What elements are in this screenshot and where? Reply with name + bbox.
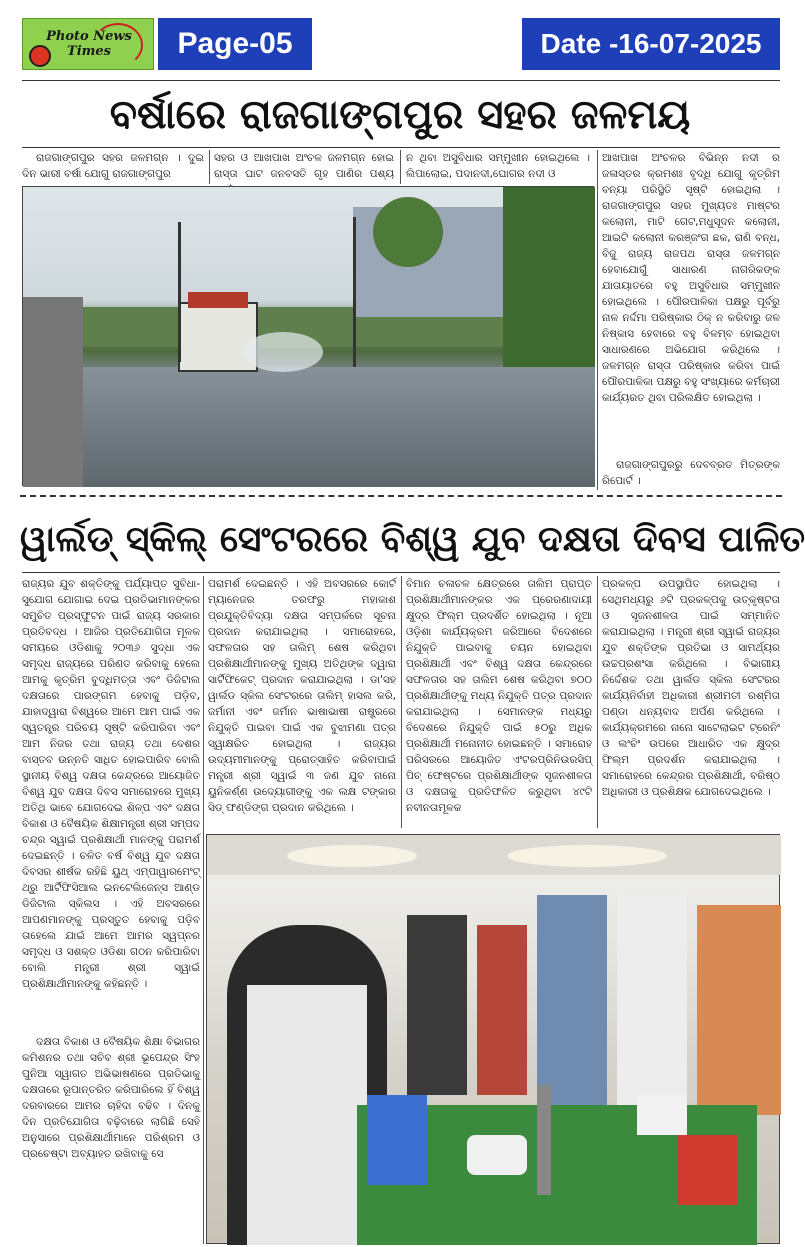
masthead bbox=[22, 18, 780, 70]
logo-text: Photo News Times bbox=[46, 29, 132, 59]
article2-col1-continued: ଦକ୍ଷତା ବିକାଶ ଓ ବୈଷୟିକ ଶିକ୍ଷା ବିଭାଗର କମିଶନର ତଥା ସଚିବ ଶ୍ରୀ ଭୂପେନ୍ଦ୍ର ସିଂହ ପୁନିଆ ସ୍ୱାଗତ ଅଭିଭାଷଣରେ ପ୍ରତିଭାକୁ ଦକ୍ଷତାରେ ରୂପାନ୍ତରିତ କରିପାରିଲେ ହିଁ ବିଶ୍ୱ ଦରବାରରେ ଆମର ଚାହିଦା ବଢିବ । ଦିନକୁ ଦିନ ପ୍ରତିଯୋଗିତା ବଢ଼ିବାରେ ଲାଗିଛି ସେହି ଅନୁସାରେ ପ୍ରଶିକ୍ଷାର୍ଥୀମାନେ ପରିଶ୍ରମ ଓ ପ୍ରଚେଷ୍ଟା ଅବ୍ୟାହତ ରଖିବାକୁ ସେ bbox=[22, 1036, 200, 1160]
top-rule bbox=[22, 80, 780, 81]
column-divider bbox=[203, 576, 204, 1244]
article1-headline: ବର୍ଷାରେ ରାଜଗାଙ୍ଗପୁର ସହର ଜଳମୟ bbox=[109, 92, 691, 138]
headline1-rule bbox=[22, 147, 780, 148]
article2-col4: ପ୍ରକଳ୍ପ ଉପସ୍ଥାପିତ ହୋଇଥିଲା । ସେଥିମଧ୍ୟରୁ ୬ଟି ପ୍ରକଳ୍ପକୁ ଉତ୍କୃଷ୍ଟତା ଓ ସୃଜନଶୀଳତା ପାଇଁ ସମ୍ମାନିତ କରାଯାଇଥିଲା । ମନ୍ତ୍ରୀ ଶ୍ରୀ ସ୍ୱାଇଁ ରାଜ୍ୟର ଯୁବ ଶକ୍ତିଙ୍କ ପ୍ରତିଭା ଓ ସାମର୍ଥ୍ୟର ଉଚ୍ଚପ୍ରଶଂସା କରିଥିଲେ । ବିଭାଗୀୟ ନିର୍ଦ୍ଦେଶକ ତଥା ୱାର୍ଲଡ ସ୍କିଲ ସେଂଟରର କାର୍ଯ୍ୟନିର୍ବାହୀ ଅଧିକାରୀ ଶ୍ରୀମତୀ ରଶ୍ମିତା ପଣ୍ଡା ଧନ୍ୟବାଦ ଅର୍ପଣ କରିଥିଲେ । କାର୍ଯ୍ୟକ୍ରମରେ ନାନୋ ସାଟେଲାଇଟ ଟ୍ରେନିଂ ଓ ଲଂଚିଂ ଉପରେ ଆଧାରିତ ଏକ କ୍ଷୁଦ୍ର ଫିଲ୍ମ ପ୍ରଦର୍ଶନ କରାଯାଇଥିଲା । ସମାରୋହରେ କେନ୍ଦ୍ରର ପ୍ରଶିକ୍ଷାର୍ଥୀ, ବରିଷ୍ଠ ଅଧିକାରୀ ଓ ପ୍ରଶିକ୍ଷକ ଯୋଗଦେଇଥିଲେ । bbox=[602, 578, 780, 798]
article1-col4: ଆଖପାଖ ଅଂଚଳର ବିଭିନ୍ନ ନଦୀ ର ଜଳାସ୍ତର କ୍ରମଶଃ ବୃଦ୍ଧି ଯୋଗୁ କୃତ୍ରିମ ବନ୍ୟା ପରିସ୍ଥିତି ସୃଷ୍ଟି ହୋଇଥିଲା । ରାଜଗାଙ୍ଗପୁର ସହର ମୁଖ୍ୟତଃ ମାଷ୍ଟର କଲୋନୀ, ମାଟି ଗେଟ,ମଧୁସୂଦନ କଲୋନୀ, ଆଇଟି କଲୋନୀ କରଞ୍ଜଂଗ ଛକ, ରାଣି ବନ୍ଧ, ବିଜୁ ରାଜ୍ୟ ରାଜପଥ ରାସ୍ତା ଜଳମଗ୍ନ ହେବାଯୋଗୁଁ ସାଧାରଣ ନାଗରିକଙ୍କ ଯାତାୟାତରେ ବହୁ ଅସୁବିଧାର ସମ୍ମୁଖୀନ ହୋଇଥିଲେ । ପୌରପାଳିକା ପକ୍ଷରୁ ପୂର୍ବରୁ ନାଳ ନର୍ଦ୍ଦମା ପରିଷ୍କାର ଠିକ୍ ନ କରିବାରୁ ଜଳ ନିଷ୍କାସ ହେବାରେ ବହୁ ବିଳମ୍ବ ହୋଇଥିବା ସାଧାରଣରେ ଅଭିଯୋଗ କରିଥିଲେ ।ଜଳମଗ୍ନ ରାସ୍ତା ପରିଷ୍କାର କରିବା ପାଇଁ ପୌରପାଳିକା ପକ୍ଷରୁ ବହୁ ସଂଖ୍ୟାରେ କର୍ମଚାରୀ କାର୍ଯ୍ୟରତ ଥିବା ପରିଲକ୍ଷିତ ହୋଇଥିଲା । bbox=[602, 152, 781, 404]
flooded-road-photo bbox=[22, 186, 594, 486]
page-number-badge: Page-05 bbox=[158, 18, 312, 70]
column-divider bbox=[400, 150, 401, 184]
article2-col3: ବିମାନ ଚଳାଚଳ କ୍ଷେତ୍ରରେ ତାଲିମ ପ୍ରାପ୍ତ ପ୍ରଶିକ୍ଷାର୍ଥୀମାନଙ୍କର ଏକ ପ୍ରେରଣାଦାୟୀ କ୍ଷୁଦ୍ର ଫିଲ୍ମ ପ୍ରଦର୍ଶିତ ହୋଇଥିଲା । ନୂଆ ଓଡ଼ିଶା କାର୍ଯ୍ୟକ୍ରମ ଜରିଆରେ ବିଦେଶରେ ନିଯୁକ୍ତି ପାଇବାକୁ ଚୟନ ହୋଇଥିବା ପ୍ରଶିକ୍ଷାର୍ଥୀ ଏବଂ ବିଶ୍ୱ ଦକ୍ଷତା କେନ୍ଦ୍ରରେ ସଫଳତାର ସହ ତାଲିମ ଶେଷ କରିଥିବା ୭୦୦ ପ୍ରଶିକ୍ଷାର୍ଥୀଙ୍କୁ ମଧ୍ୟ ନିଯୁକ୍ତି ପତ୍ର ପ୍ରଦାନ କରାଯାଇଥିଲା । ସେମାନଙ୍କ ମଧ୍ୟରୁ ବିଦେଶରେ ନିଯୁକ୍ତି ପାଇଁ ୫୦ରୁ ଅଧିକ ପ୍ରଶିକ୍ଷାର୍ଥୀ ମନୋନୀତ ହୋଇଛନ୍ତି । ସମାରୋହ ପରିସରରେ ଆୟୋଜିତ ଏଂଟରପ୍ରିନିଉରସିପ୍ ପିଚ୍ ଫେଷ୍ଟରେ ପ୍ରଶିକ୍ଷାର୍ଥୀଙ୍କ ସୃଜନଶୀଳତା ଓ ଦକ୍ଷତାକୁ ପ୍ରତିଫଳିତ କରୁଥିବା ୪୯ଟି ନବୀନତାମୂଳକ bbox=[406, 578, 592, 814]
section-divider bbox=[20, 495, 782, 497]
article2-headline: ୱାର୍ଲଡ୍ ସ୍କିଲ୍ ସେଂଟରରେ ବିଶ୍ୱ ଯୁବ ଦକ୍ଷତା ଦିବସ ପାଳିତ bbox=[20, 519, 805, 560]
skill-center-exhibition-photo bbox=[206, 834, 780, 1244]
column-divider bbox=[401, 576, 402, 828]
headline2-rule bbox=[22, 572, 780, 573]
article1-col2-top: ସହର ଓ ଆଖପାଖ ଅଂଚଳ ଜଳମଗ୍ନ ହୋଇ ରାସ୍ତା ଘାଟ ଜନବସତି ଗୃହ ପାଣିର ପଶ୍ୟ bbox=[214, 152, 394, 180]
column-divider bbox=[209, 150, 210, 184]
article2-col1: ରାଜ୍ୟର ଯୁବ ଶକ୍ତିଙ୍କୁ ପର୍ଯ୍ୟାପ୍ତ ସୁବିଧା-ସୁଯୋଗ ଯୋଗାଇ ଦେଇ ପ୍ରତିଭାମାନଙ୍କର ସମୁଚିତ ପ୍ରସ୍ଫୁଟନ ପାଇଁ ରାଜ୍ୟ ସରକାର ପ୍ରତିବଦ୍ଧ । ଆଜିର ପ୍ରତିଯୋଗିତା ମୂଳକ ସମୟରେ ଓଡିଶାକୁ ୨୦୩୬ ସୁଦ୍ଧା ଏକ ସମୃଦ୍ଧ ରାଜ୍ୟରେ ପରିଣତ କରିବାକୁ ହେଲେ ଆମକୁ କୃତ୍ରିମ ବୁଦ୍ଧିମତ୍ତା ଏବଂ ଡିଜିଟାଲ ଦକ୍ଷତାରେ ପାରଙ୍ଗମ ହେବାକୁ ପଡ଼ିବ, ଯାହାଦ୍ୱାରା ବିଶ୍ୱରେ ଆମେ ଆମ ପାଇଁ ଏକ ସ୍ୱତନ୍ତ୍ର ପରିଚୟ ସୃଷ୍ଟି କରିପାରିବା ଏବଂ ଆମ ନିଜର ତଥା ରାଜ୍ୟ ତଥା ଦେଶର ବାସ୍ତବ ଉନ୍ନତି ସାଧିତ ହୋଇପାରିବ ବୋଲି ସ୍ଥାନୀୟ ବିଶ୍ୱ ଦକ୍ଷତା କେନ୍ଦ୍ରରେ ଆୟୋଜିତ ବିଶ୍ୱ ଯୁବ ଦକ୍ଷତା ଦିବସ ସମାରୋହରେ ମୁଖ୍ୟ ଅତିଥି ଭାବେ ଯୋଗଦେଇ ଶିଳ୍ପ ଏବଂ ଦକ୍ଷତା ବିକାଶ ଓ ବୈଷୟିକ ଶିକ୍ଷାମନ୍ତ୍ରୀ ଶ୍ରୀ ସମ୍ପଦ ଚନ୍ଦ୍ର ସ୍ୱାଇଁ ପ୍ରଶିକ୍ଷାର୍ଥୀ ମାନଙ୍କୁ ପରାମର୍ଶ ଦେଇଛନ୍ତି । ଚଳିତ ବର୍ଷ ବିଶ୍ୱ ଯୁବ ଦକ୍ଷତା ଦିବସର ଶୀର୍ଷକ ରହିଛି ୟୁଥ୍ ଏମ୍ପାୱାରମେଂଟ୍ ଥ୍ରୁ ଆର୍ଟିଫିସିଆଲ ଇନଟେଲିଜେନ୍ସ ଆଣ୍ଡ ଡିଜିଟାଲ ସ୍କିଲସ । ଏହି ଅବସରରେ ଆପଣମାନଙ୍କୁ ପ୍ରସ୍ତୁତ ହେବାକୁ ପଡ଼ିବ ତାହେଲେ ଯାଇଁ ଆମେ ଆମର ସ୍ୱପ୍ନର ସମୃଦ୍ଧ ଓ ସଶକ୍ତ ଓଡିଶା ଗଠନ କରିପାରିବା ବୋଲି ମନ୍ତ୍ରୀ ଶ୍ରୀ ସ୍ୱାଇଁ ପ୍ରଶିକ୍ଷାର୍ଥୀମାନଙ୍କୁ କହିଛନ୍ତି । bbox=[22, 578, 200, 990]
article1-col1-top: ରାଜଗାଙ୍ଗପୁର ସହର ଜଳମଗ୍ନ । ଦୁଇ ଦିନ ଭାରୀ ବର୍ଷା ଯୋଗୁ ରାଜଗାଙ୍ଗପୁର bbox=[22, 152, 204, 180]
newspaper-logo bbox=[22, 18, 154, 70]
article1-col3-top: ନ ଥିବା ଅସୁବିଧାର ସମ୍ମୁଖୀନ ହୋଇଥିଲେ । ଲିପାଲୋଇ, ପଦାନଦୀ,ଘୋଗର ନଦୀ ଓ bbox=[406, 152, 590, 180]
date-badge: Date -16-07-2025 bbox=[522, 18, 780, 70]
column-divider bbox=[597, 576, 598, 828]
article2-col2: ପରାମର୍ଶ ଦେଇଛନ୍ତି । ଏହି ଅବସରରେ କୋର୍ଟ ମ୍ୟାନେଜର ତରଫରୁ ମହାକାଶ ପ୍ରଯୁକ୍ତିବିଦ୍ୟା ଦକ୍ଷତା ସମ୍ପର୍କରେ ସୂଚନା ପ୍ରଦାନ କରାଯାଇଥିଲା । ସମାରୋହରେ, ସଫଳତାର ସହ ତାଲିମ୍ ଶେଷ କରିଥିବା ପ୍ରଶିକ୍ଷାର୍ଥୀମାନଙ୍କୁ ମୁଖ୍ୟ ଅତିଥିଙ୍କ ଦ୍ୱାରା ସାର୍ଟିଫିକେଟ୍ ପ୍ରଦାନ କରାଯାଇଥିଲା । ଡା'ସହ ୱାର୍ଲଡ ସ୍କିଲ ସେଂଟରରେ ତାଲିମ୍ ହାସଲ କରି, ଜର୍ମାନୀ ଏବଂ ଜର୍ମାନ ଭାଷାଭାଷୀ ରାଷ୍ଟ୍ରରେ ନିଯୁକ୍ତି ପାଇବା ପାଇଁ ଏକ ବୁଝାମଣା ପତ୍ର ସ୍ୱାକ୍ଷରିତ ହୋଇଥିଲା । ରାଜ୍ୟର ଉଦ୍ୟମୀମାନଙ୍କୁ ପ୍ରୋତ୍ସାହିତ କରିବାପାଇଁ ମନ୍ତ୍ରୀ ଶ୍ରୀ ସ୍ୱାଇଁ ୩ ଜଣ ଯୁବ ନାନୋ ୟୁନିକର୍ଣ୍ଣ ଉଦ୍ୟୋଗୀଙ୍କୁ ଏକ ଲକ୍ଷ ଟଙ୍କାର ସିଡ୍ ଫଣ୍ଡିଙ୍ଗ ପ୍ରଦାନ କରିଥିଲେ । bbox=[208, 578, 396, 814]
article1-byline: ରାଜଗାଙ୍ଗପୁରରୁ ଦେବବ୍ରତ ମିତ୍ରଙ୍କ ରିପୋର୍ଟ । bbox=[602, 459, 780, 487]
column-divider bbox=[597, 150, 598, 490]
